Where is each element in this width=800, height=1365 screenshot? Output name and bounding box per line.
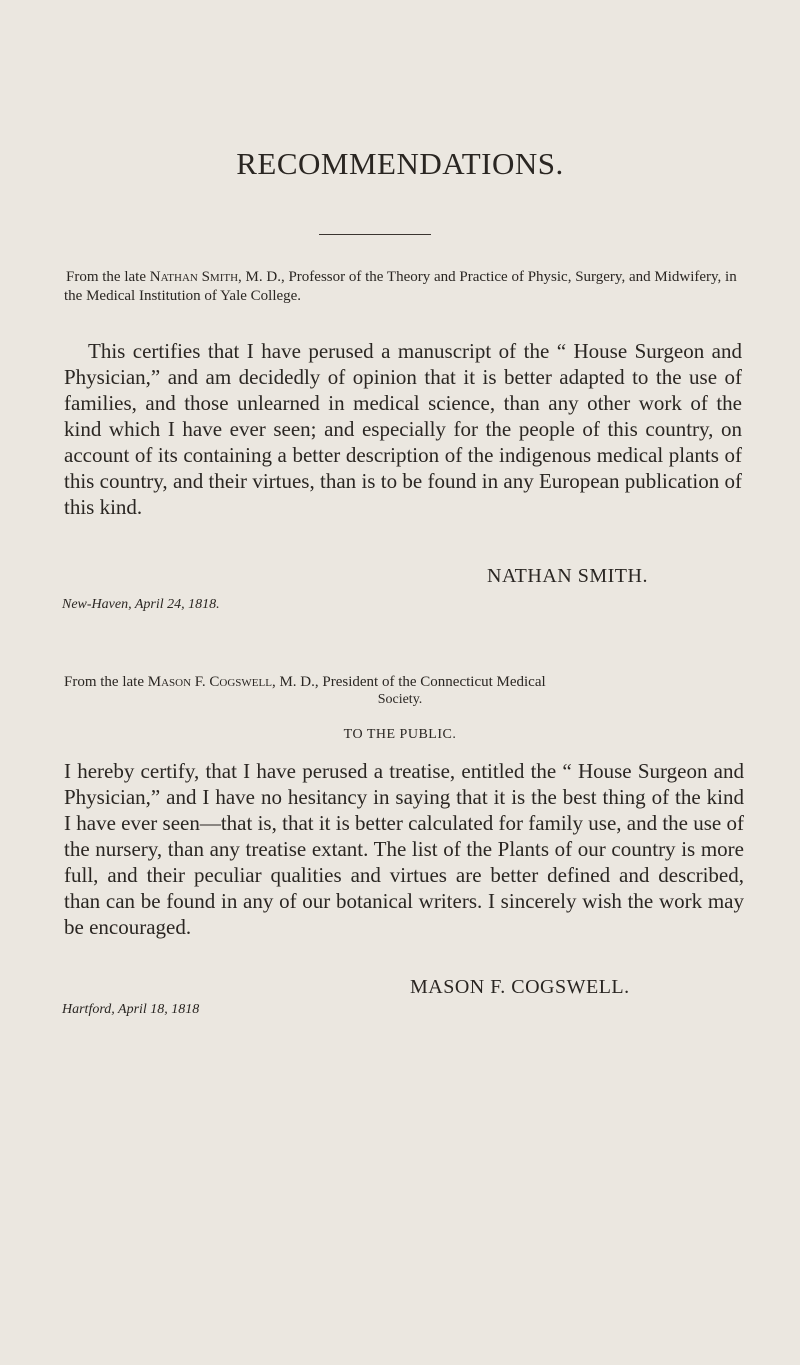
rec1-intro-post: , M. D., Professor of the Theory and Practice of Physic, Surgery, and Midwifery, in the Medical Institution of Yale College. <box>64 269 737 304</box>
rec2-intro-line2: Society. <box>377 692 423 707</box>
rec1-intro <box>64 268 744 306</box>
rec2-body: I hereby certify, that I have perused a treatise, entitled the “ House Surgeon and Physician,” and I have no hesitancy in saying that it is the best thing of the kind I have ever seen—that is, that it is better calculated for family use, and the use of the nursery, than any treatise extant. The list of the Plants of our country is more full, and their peculiar qualities and virtues are better defined and described, than can be found in any of our botanical writers. I sincerely wish the work may be encouraged. <box>64 759 744 939</box>
rec2-intro-name: Mason F. Cogswell <box>147 674 272 690</box>
rec1-date: New-Haven, April 24, 1818. <box>62 597 220 612</box>
rec1-signature: NATHAN SMITH. <box>487 565 648 587</box>
page-title: RECOMMENDATIONS. <box>236 146 564 181</box>
rec2-intro-pre: From the late <box>64 674 148 690</box>
rec2-address: TO THE PUBLIC. <box>343 727 457 742</box>
rec2-signature: MASON F. COGSWELL. <box>410 976 630 998</box>
rec1-intro-name: Nathan Smith <box>149 269 239 285</box>
rec2-date: Hartford, April 18, 1818 <box>62 1002 200 1017</box>
rec2-intro <box>64 673 744 692</box>
rec1-intro-pre: From the late <box>66 269 150 285</box>
rec1-body: This certifies that I have perused a manuscript of the “ House Surgeon and Physician,” and am decidedly of opinion that it is better adapted to the use of families, and those unlearned in medical science, than any other work of the kind which I have ever seen; and especially for the people of this country, on account of its containing a better description of the indigenous medical plants of this country, and their virtues, than is to be found in any European publication of this kind. <box>64 339 742 519</box>
rec2-intro-post: , M. D., President of the Connecticut Medical <box>271 674 546 690</box>
title-rule <box>319 234 431 235</box>
